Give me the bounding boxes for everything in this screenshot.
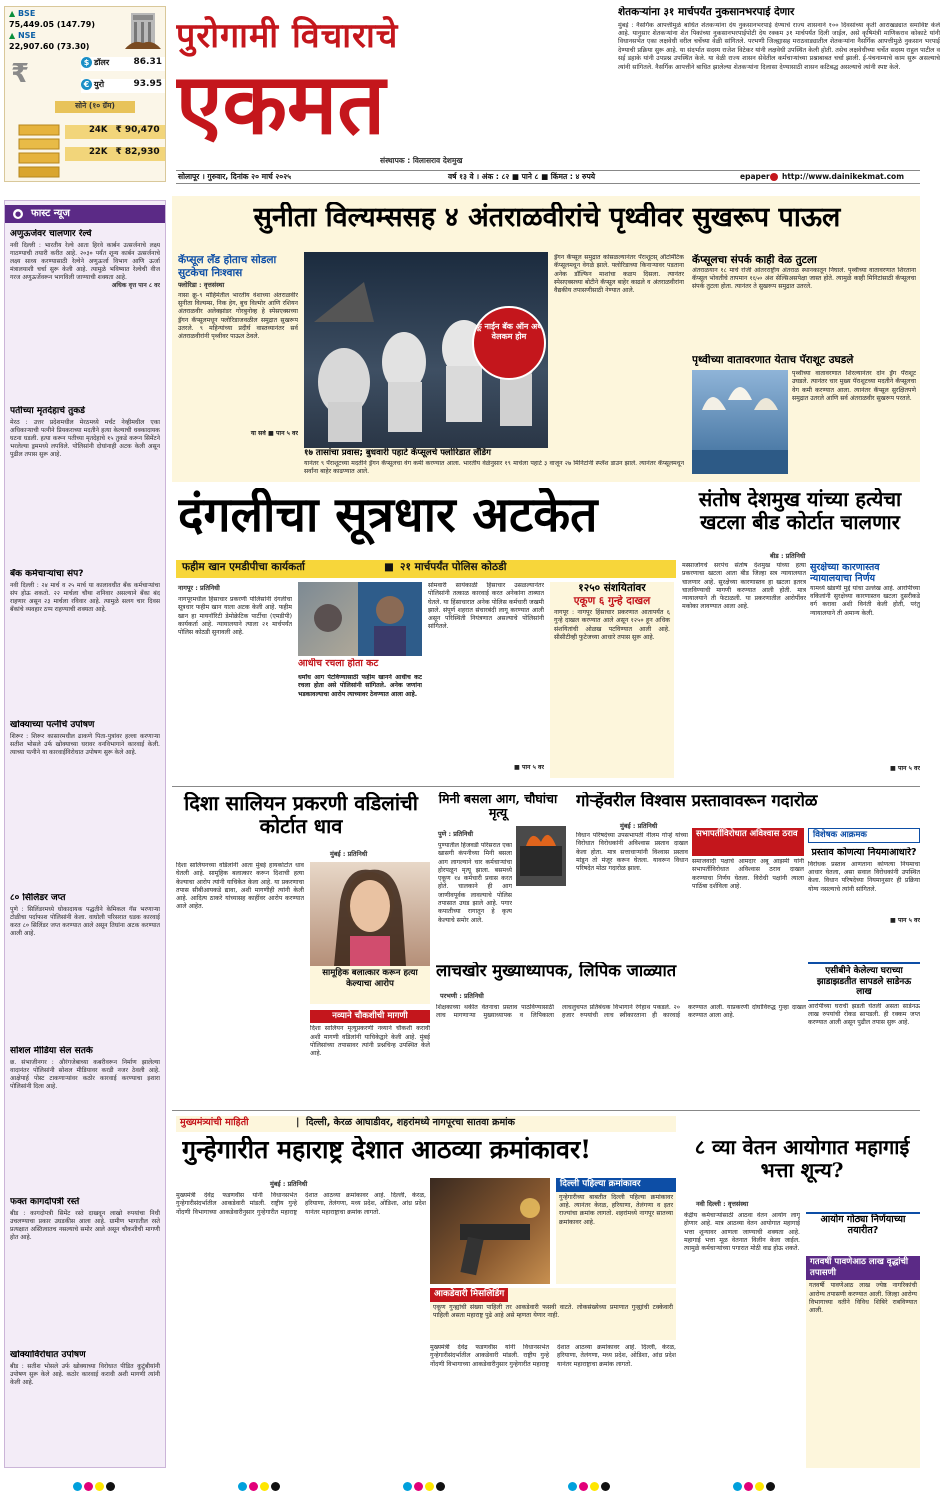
gold22-label: 22K bbox=[89, 147, 108, 157]
gorhe-headline: गोऱ्हेंवरील विश्वास प्रस्तावावरून गदारोळ bbox=[576, 792, 818, 810]
bribe-box-headline: एसीबीने केलेल्या घराच्या झाडाझडतीत सापडले साडेनऊ लाख bbox=[808, 962, 920, 1001]
crime-text: मुख्यमंत्री देवेंद्र फडणवीस यांनी विधानसभेत गुन्हेगारीसंदर्भातील आकडेवारी मांडली. राष्ट्रीय गुन्हे नोंदणी विभागाच्या आकडेवारीनुसार गुन्हेगारीत महाराष्ट्र देशात आठव्या क्रमांकावर आहे. दिल्ली, केरळ, हरियाणा, तेलंगणा, मध्य प्रदेश, ओडिशा, आंध्र प्रदेश यानंतर महाराष्ट्राचा क्रमांक लागतो. bbox=[176, 1192, 426, 1216]
bribe-box-text: आरोपींच्या घराची झडती घेतली असता साडेनऊ लाख रुपयांची रोकड सापडली. ही रक्कम जप्त करण्यात आली असून पुढील तपास सुरू आहे. bbox=[808, 1002, 920, 1027]
registration-dot bbox=[568, 1482, 577, 1491]
riot-box-text: नागपूर : नागपूर हिंसाचार प्रकरणात आतापर्यंत ६ गुन्हे दाखल करण्यात आले असून १२५० हून अधिक संशयितांची ओळख पटविण्यात आली आहे. सीसीटीव्ही फुटेजच्या आधारे तपास सुरू आहे. bbox=[554, 609, 670, 642]
registration-dot bbox=[95, 1482, 104, 1491]
fast-news-item bbox=[10, 569, 160, 717]
lead-mid-text: ड्रॅगन कॅप्सूल समुद्रात कोसळल्यानंतर पॅराशूटस् ऑटोमॅटिक कॅप्सूलमधून वेगळे झाले. फ्लोरिडाच्या किनाऱ्यावर पडताना अनेक डॉल्फिन माशांचा कळप दिसला. त्यानंतर स्पेसएक्सच्या बोटीने कॅप्सूल बाहेर काढले व अंतराळवीरांना वैद्यकीय तपासणीसाठी नेण्यात आले. bbox=[554, 254, 684, 295]
lead-story-1-text: नासा क्रू-९ मोहिमेतील भारतीय वंशाच्या अंतराळवीर सुनीता विल्यम्स, निक हेग, बुच विल्मोर आणि रशियन अंतराळवीर अलेक्झांडर गोरबुनोव्ह हे स्पेसएक्सच्या ड्रॅगन कॅप्सूलमधून फ्लोरिडाजवळील समुद्रात सुखरूप उतरले. ९ महिन्यांच्या प्रदीर्घ वास्तव्यानंतर सर्व अंतराळवीरांनी पृथ्वीवर पाऊल ठेवले. bbox=[178, 291, 298, 341]
gorhe-box-text: समाजवादी पक्षाचे आमदार अबू आझमी यांनी सभापतींविरोधात अविश्वास ठराव दाखल करण्याचा निर्णय घेतला. विरोधी पक्षांनी त्याला पाठिंबा दर्शविला आहे. bbox=[692, 858, 804, 890]
registration-dot bbox=[238, 1482, 247, 1491]
lead-story-1-more: या सर्व ■ पान ५ वर bbox=[250, 429, 298, 437]
fast-news-item-headline: ८० सिलिंडर जप्त bbox=[10, 893, 66, 903]
nse-value: 22,907.60 (73.30) bbox=[9, 41, 90, 51]
fast-news-item-more: अधिक वृत्त पान ८ वर bbox=[111, 282, 160, 290]
disha-photo-caption: सामूहिक बलात्कार करून हत्या केल्याचा आरोप bbox=[310, 966, 430, 1004]
masthead-title: एकमत bbox=[176, 54, 386, 153]
fast-news-item bbox=[10, 1350, 160, 1450]
bill-box bbox=[808, 828, 920, 956]
divider bbox=[172, 786, 920, 787]
gorhe-box-headline: सभापतींविरोधात अविश्वास ठराव bbox=[692, 828, 804, 856]
fast-news-item-headline: फक्त कागदोपत्री रस्ते bbox=[10, 1197, 80, 1207]
santosh-text: मस्साजोगचे सरपंच संतोष देशमुख यांच्या हत्या प्रकरणाचा खटला आता बीड जिल्हा सत्र न्यायालयात चालणार आहे. सुरक्षेच्या कारणास्तव हा खटला इतरत्र चालविण्याची मागणी करण्यात आली होती. मात्र न्यायालयाने ती फेटाळली. या प्रकरणातील आरोपींवर मकोका लावण्यात आला आहे. bbox=[682, 562, 806, 611]
santosh-box-text: यामध्ये खंडणी मुद्दे यांचा उल्लेख आहे. आरोपींच्या वकिलांनी सुरक्षेच्या कारणास्तव खटला दुसरीकडे वर्ग करावा अशी विनंती केली होती, परंतु न्यायालयाने ती अमान्य केली. bbox=[810, 584, 920, 617]
disha-byline: मुंबई : प्रतिनिधी bbox=[330, 850, 368, 858]
bill-more: ■ पान ५ वर bbox=[889, 916, 920, 924]
dollar-value: 86.31 bbox=[133, 57, 162, 67]
fast-news-item-text: बीड : कागदोपत्री सिमेंट रस्ते दाखवून लाखो रुपयांचा निधी उचलण्याचा प्रकार उघडकीस आला आहे. ग्रामीण भागातील रस्ते प्रत्यक्षात अस्तित्वातच नसल्याचे समोर आले असून चौकशीची मागणी होत आहे. bbox=[10, 1209, 160, 1241]
top-right-headline: शेतकऱ्यांना ३१ मार्चपर्यंत नुकसानभरपाई देणार bbox=[618, 6, 795, 18]
elderly-box bbox=[806, 1256, 920, 1468]
fast-news-item-headline: बँक कर्मचाऱ्यांचा संप? bbox=[10, 569, 84, 579]
lead-photo-caption: १७ तासांचा प्रवास; बुधवारी पहाटे कॅप्सूलचे फ्लोरिडात लँडिंग bbox=[304, 448, 491, 458]
riot-banner bbox=[176, 560, 676, 578]
dateline-date: सोलापूर । गुरुवार, दिनांक २० मार्च २०२५ bbox=[178, 172, 291, 181]
crime-headline: गुन्हेगारीत महाराष्ट्र देशात आठव्या क्रमांकावर! bbox=[182, 1136, 592, 1164]
gold22-value: ₹ 82,930 bbox=[115, 147, 160, 157]
crime-strip-text: दिल्ली, केरळ आघाडीवर, शहरांमध्ये नागपूरचा सातवा क्रमांक bbox=[306, 1117, 515, 1128]
riot-photo-caption: आधीच रचला होता कट bbox=[298, 658, 379, 669]
fast-news-title: फास्ट न्यूज bbox=[31, 208, 70, 219]
bull-icon bbox=[123, 9, 163, 53]
crime-box-text: गुन्हेगारीच्या बाबतीत दिल्ली पहिल्या क्रमांकावर आहे. त्यानंतर केरळ, हरियाणा, तेलंगणा व इतर राज्यांचा क्रमांक लागतो. शहरांमध्ये नागपूर सातव्या क्रमांकावर आहे. bbox=[559, 1193, 673, 1226]
riot-box-title: १२५० संशयितांवर bbox=[578, 582, 646, 594]
fast-news-item-headline: सोशल मीडिया सेल सतर्क bbox=[10, 1046, 93, 1056]
fast-news-item bbox=[10, 406, 160, 566]
disha-box-headline: नव्याने चौकशीची मागणी bbox=[310, 1010, 430, 1023]
euro-value: 93.95 bbox=[133, 79, 162, 89]
lead-story-2-headline: कॅप्सूलचा संपर्क काही वेळ तुटला bbox=[692, 254, 817, 266]
welcome-home-badge bbox=[472, 306, 546, 380]
registration-dot bbox=[260, 1482, 269, 1491]
bribe-box bbox=[808, 962, 920, 1106]
gorhe-byline: मुंबई : प्रतिनिधी bbox=[620, 822, 658, 830]
gold24-value: ₹ 90,470 bbox=[115, 125, 160, 135]
registration-dot bbox=[403, 1482, 412, 1491]
crime-strip-bar: | bbox=[296, 1117, 300, 1128]
santosh-box-more: ■ पान ५ वर bbox=[889, 764, 920, 772]
pay-text: केंद्रीय कर्मचाऱ्यांसाठी आठवा वेतन आयोग लागू होणार आहे. मात्र आठव्या वेतन आयोगात महागाई भत्ता शून्यावर आणला जाण्याची शक्यता आहे. महागाई भत्ता मूळ वेतनात विलीन केला जाईल. त्यामुळे कर्मचाऱ्यांच्या पगारात मोठी वाढ होऊ शकते. bbox=[684, 1212, 800, 1253]
fast-news-icon: ● bbox=[14, 210, 22, 218]
riot-text-1: नागपूरमधील हिंसाचार प्रकरणी पोलिसांनी दंगलीचा सूत्रधार फहीम खान याला अटक केली आहे. फहीम खान हा मायनॉरिटी डेमोक्रेटिक पार्टीचा (एमडीपी) कार्यकर्ता आहे. न्यायालयाने त्याला २१ मार्चपर्यंत पोलिस कोठडी सुनावली आहे. bbox=[178, 596, 292, 637]
top-right-text: मुंबई : नैसर्गिक आपत्तीमुळे बाधित शेतकऱ्यांना देय नुकसानभरपाई देण्याचे राज्य शासनाने १०० दिवसांच्या कृती आराखड्यात समाविष्ट केले आहे. यानुसार शेतकऱ्यांना शेत पिकांच्या नुकसानभरपाईपोटी देय रक्कम ३१ मार्चपर्यंत दिली जाईल, असे कृषिमंत्री माणिकराव कोकाटे यांनी विधानसभेत एका लक्षवेधी वरील चर्चेच्या वेळी सांगितले. परभणी जिल्ह्यासह मराठवाड्यातील शेतकऱ्यांना नैसर्गिक आपत्तीमुळे नुकसान भरपाई देण्याची प्रक्रिया सुरू आहे. या संदर्भात सदस्य राजेश विटेकर यांनी लक्षवेधी उपस्थित केली होती. तसेच लक्षवेधीच्या चर्चेत सदस्य राहुल पाटील व सई डहाके यांनी उपप्रश्न उपस्थित केले. या वेळी राज्य शासन सेवेतील कर्मचाऱ्यांच्या प्रश्नाबाबत चर्चा झाली. ई-पंचनाम्याचे काम सुरू असल्याचे त्यांनी सांगितले. नैसर्गिक आपत्तीने बाधित झालेल्या शेतकऱ्यांना दिलासा देण्यासाठी शासन कटिबद्ध असल्याचे त्यांनी स्पष्ट केले. bbox=[618, 21, 940, 71]
fast-news-item-headline: पतीच्या मृतदेहाचे तुकडे bbox=[10, 406, 85, 416]
riot-box bbox=[550, 582, 674, 778]
gold24-label: 24K bbox=[89, 125, 108, 135]
disha-photo bbox=[310, 862, 430, 966]
welcome-home-badge-text: क्रू नाईन बॅक ऑन अर्थ वेलकम होम bbox=[475, 322, 543, 341]
registration-dot bbox=[744, 1482, 753, 1491]
riot-headline: दंगलीचा सूत्रधार अटकेत bbox=[178, 488, 598, 543]
top-right-story bbox=[618, 6, 940, 166]
elderly-box-headline: गतवर्षी पावणेआठ लाख वृद्धांची तपासणी bbox=[806, 1256, 920, 1280]
lead-caption-text: यानंतर ९ पॅराशूटच्या मदतीने ड्रॅगन कॅप्सूलचा वेग कमी करण्यात आला. भारतीय वेळेनुसार १९ मार्चला पहाटे ३ वाजून २७ मिनिटांनी स्प्लॅश डाउन झाले. त्यानंतर कॅप्सूलमधून सर्वांना बाहेर काढण्यात आले. bbox=[304, 460, 684, 476]
fast-news-item bbox=[10, 1046, 160, 1194]
fire-text: पुण्यातील हिंजवडी परिसरात एका खासगी कंपनीच्या मिनी बसला आग लागल्याने चार कर्मचाऱ्यांचा होरपळून मृत्यू झाला. बसमध्ये एकूण १४ कर्मचारी प्रवास करत होते. चालकाने ही आग जाणीवपूर्वक लावल्याचे पोलिस तपासात उघड झाले आहे. पगार कपातीच्या रागातून हे कृत्य केल्याचे समोर आले. bbox=[438, 842, 512, 924]
lead-story-1-headline: कॅप्सूल लँड होताच सोडला सुटकेचा निःश्वास bbox=[178, 254, 277, 279]
fast-news-item-text: नवी दिल्ली : २४ मार्च व २५ मार्च या कालावधीत बँक कर्मचाऱ्यांचा संप होऊ शकतो. २२ मार्चला चौथा शनिवार असल्याने बँका बंद राहणार असून २३ मार्चला रविवार आहे. त्यामुळे सलग चार दिवस बँकांचे व्यवहार ठप्प राहण्याची शक्यता आहे. bbox=[10, 581, 160, 613]
registration-dot bbox=[249, 1482, 258, 1491]
website-link[interactable]: http://www.dainikekmat.com bbox=[782, 172, 905, 181]
epaper-label[interactable]: epaper bbox=[740, 172, 770, 181]
gorhe-box bbox=[692, 828, 804, 952]
dateline-bar bbox=[176, 170, 920, 184]
riot-more: ■ पान ५ वर bbox=[513, 764, 544, 771]
registration-dot bbox=[601, 1482, 610, 1491]
registration-dot bbox=[425, 1482, 434, 1491]
fast-news-sidebar bbox=[4, 200, 166, 1468]
globe-icon bbox=[770, 173, 778, 181]
disha-box bbox=[310, 1010, 430, 1106]
crime-box-headline: दिल्ली पहिल्या क्रमांकावर bbox=[556, 1178, 676, 1192]
misleading-text: एकूण गुन्ह्यांची संख्या पाहिली तर आकडेवारी फसवी वाटते. लोकसंख्येच्या प्रमाणात गुन्ह्यांची टक्केवारी पाहिली असता महाराष्ट्र पुढे आहे असे म्हणता येणार नाही. bbox=[433, 1303, 673, 1319]
lead-story-2-text: अंतराळयान १८ मार्च रोजी आंतरराष्ट्रीय अंतराळ स्थानकातून निघाले. पृथ्वीच्या वातावरणात शिरताना कॅप्सूल भोवतीचे तापमान १६५० अंश सेल्सिअसपेक्षा जास्त होते. त्यामुळे काही मिनिटांसाठी कॅप्सूलचा संपर्क तुटला होता. त्यानंतर ते सुखरूप समुद्रात उतरले. bbox=[692, 266, 916, 291]
lead-headline: सुनीता विल्यम्ससह ४ अंतराळवीरांचे पृथ्वीवर सुखरूप पाऊल bbox=[253, 202, 841, 233]
lead-story-3-text: पृथ्वीच्या वातावरणात शिरल्यानंतर दोन ड्रॅग पॅराशूट उघडले. त्यानंतर चार मुख्य पॅराशूटच्या मदतीने कॅप्सूलचा वेग कमी करण्यात आला. त्यानंतर कॅप्सूल सुरक्षितपणे समुद्रात उतरले आणि सर्व अंतराळवीर सुखरूप परतले. bbox=[792, 370, 916, 402]
gold22-row bbox=[65, 147, 165, 161]
gold-label: सोने (१० ग्रॅम) bbox=[55, 101, 135, 113]
pay-headline: ८ व्या वेतन आयोगात महागाई भत्ता शून्य? bbox=[694, 1136, 910, 1182]
bse-label: BSE bbox=[17, 9, 36, 18]
registration-dot bbox=[106, 1482, 115, 1491]
fast-news-header bbox=[5, 205, 165, 223]
lead-story-3 bbox=[692, 354, 916, 480]
registration-dot bbox=[755, 1482, 764, 1491]
fast-news-item-headline: खोक्याच्या पत्नीचे उपोषण bbox=[10, 720, 95, 730]
fire-byline: पुणे : प्रतिनिधी bbox=[438, 830, 473, 838]
bill-text: विरोधक प्रस्ताव आणताना कोणत्या नियमाचा आधार घेतला, असा सवाल विरोधकांनी उपस्थित केला. विधान परिषदेच्या नियमानुसार ही प्रक्रिया योग्य नसल्याचे त्यांनी सांगितले. bbox=[808, 860, 920, 893]
gun-photo bbox=[430, 1178, 550, 1284]
registration-dot bbox=[579, 1482, 588, 1491]
registration-dot bbox=[84, 1482, 93, 1491]
misleading-headline: आकडेवारी मिसलिडिंग bbox=[430, 1288, 508, 1302]
registration-dot bbox=[766, 1482, 775, 1491]
divider bbox=[172, 1110, 920, 1111]
bill-box-headline: विशेषक आक्रमक bbox=[808, 828, 920, 843]
fast-news-item bbox=[10, 720, 160, 890]
registration-dot bbox=[733, 1482, 742, 1491]
euro-row bbox=[81, 79, 165, 93]
euro-icon: € bbox=[81, 79, 92, 90]
santosh-headline: संतोष देशमुख यांच्या हत्येचा खटला बीड कोर्टात चालणार bbox=[698, 488, 902, 534]
registration-dot bbox=[414, 1482, 423, 1491]
elderly-box-text: गतवर्षी पावणेआठ लाख ज्येष्ठ नागरिकांची आरोग्य तपासणी करण्यात आली. जिल्हा आरोग्य विभागाच्या वतीने विविध शिबिरे राबविण्यात आली. bbox=[809, 1282, 917, 1315]
fast-news-item-text: मेरठ : उत्तर प्रदेशमधील मेरठमध्ये मर्चंट नेव्हीमधील एका अधिकाऱ्याची पत्नीने प्रियकराच्या मदतीने हत्या केल्याची धक्कादायक घटना घडली. हत्या करून पतीच्या मृतदेहाचे १५ तुकडे करून सिमेंटने भरलेल्या ड्रममध्ये लपविले. पोलिसांनी दोघांनाही अटक केली असून पुढील तपास सुरू आहे. bbox=[10, 418, 160, 458]
parachute-photo bbox=[692, 370, 788, 474]
crime-strip-red: मुख्यमंत्र्यांची माहिती bbox=[180, 1117, 249, 1128]
bribe-text: शिक्षकाच्या थकीत वेतनाचा प्रस्ताव पाठविण्यासाठी लाच मागणाऱ्या मुख्याध्यापक व लिपिकाला लाचलुचपत प्रतिबंधक विभागाने रंगेहाथ पकडले. २० हजार रुपयांची लाच स्वीकारताना ही कारवाई करण्यात आली. याप्रकरणी दोघांविरुद्ध गुन्हा दाखल करण्यात आला आहे. bbox=[436, 1004, 806, 1020]
crime-strip bbox=[176, 1116, 676, 1132]
market-box bbox=[4, 6, 166, 182]
pay-box bbox=[806, 1212, 920, 1252]
fire-headline: मिनी बसला आग, चौघांचा मृत्यू bbox=[438, 792, 558, 821]
registration-dot bbox=[436, 1482, 445, 1491]
gold-bars-icon bbox=[15, 119, 63, 179]
founder-line: संस्थापक : विलासराव देशमुख bbox=[380, 156, 463, 165]
lead-section bbox=[172, 196, 920, 482]
fahim-khan-photo bbox=[298, 582, 422, 656]
gold24-row bbox=[65, 125, 165, 139]
fast-news-item bbox=[10, 893, 160, 1043]
fast-news-item-text: बीड : सतीश भोसले उर्फ खोक्याच्या विरोधात पीडित कुटुंबीयांनी उपोषण सुरू केले आहे. कठोर कारवाई करावी अशी मागणी त्यांनी केली आहे. bbox=[10, 1362, 160, 1386]
fast-news-item-text: पुणे : सिलिंडरमध्ये घोकादायक पद्धतीने केमिकल गॅस भरणाऱ्या टोळीचा पर्दाफाश पोलिसांनी केला. वाघोली परिसरात धडक कारवाई करत ८० सिलिंडर जप्त करण्यात आले असून तिघांना अटक करण्यात आली आहे. bbox=[10, 905, 160, 937]
bill-sub-headline: प्रस्ताव कोणत्या नियमाआधारे? bbox=[811, 847, 917, 859]
santosh-byline: बीड : प्रतिनिधी bbox=[770, 552, 806, 560]
fast-news-item-headline: खोक्याविरोधात उपोषण bbox=[10, 1350, 86, 1360]
registration-dot bbox=[73, 1482, 82, 1491]
crime-text-continued: मुख्यमंत्री देवेंद्र फडणवीस यांनी विधानसभेत गुन्हेगारीसंदर्भातील आकडेवारी मांडली. राष्ट्रीय गुन्हे नोंदणी विभागाच्या आकडेवारीनुसार गुन्हेगारीत महाराष्ट्र देशात आठव्या क्रमांकावर आहे. दिल्ली, केरळ, हरियाणा, तेलंगणा, मध्य प्रदेश, ओडिशा, आंध्र प्रदेश यानंतर महाराष्ट्राचा क्रमांक लागतो. bbox=[430, 1344, 676, 1368]
riot-box-subtitle: एकूण ६ गुन्हे दाखल bbox=[573, 594, 651, 607]
fast-news-item-headline: अणुऊर्जेवर चालणार रेल्वे bbox=[10, 229, 92, 239]
fast-news-item bbox=[10, 1197, 160, 1347]
bribe-byline: परभणी : प्रतिनिधी bbox=[440, 992, 484, 1000]
lead-story-1 bbox=[178, 254, 298, 478]
santosh-box bbox=[810, 562, 920, 780]
misleading-box bbox=[430, 1288, 676, 1340]
fast-news-item bbox=[10, 229, 160, 403]
dollar-icon: $ bbox=[81, 57, 92, 68]
riot-story bbox=[176, 582, 676, 782]
registration-marks bbox=[72, 1482, 872, 1496]
gorhe-text: विधान परिषदेच्या उपसभापती नीलम गोऱ्हे यांच्या विरोधात विरोधकांनी अविश्वास प्रस्ताव दाखल केला होता. मात्र सत्ताधाऱ्यांनी विश्वास प्रस्ताव मांडून तो मंजूर करून घेतला. यावरून विधान परिषदेत मोठा गदारोळ झाला. bbox=[576, 832, 688, 873]
nse-row bbox=[9, 31, 119, 51]
santosh-box-headline: सुरक्षेच्या कारणास्तव न्यायालयाचा निर्णय bbox=[810, 562, 880, 585]
riot-text-2: सोमवारी सायंकाळी हिंसाचार उसळल्यानंतर पोलिसांनी तत्काळ कारवाई करत अनेकांना ताब्यात घेतले. या हिंसाचारात अनेक पोलिस कर्मचारी जखमी झाले. संपूर्ण शहरात संचारबंदी लागू करण्यात आली असून परिस्थिती नियंत्रणात असल्याचे पोलिसांनी सांगितले. bbox=[428, 582, 544, 631]
fast-news-item-text: छ. संभाजीनगर : औरंगजेबाच्या कबरीवरून निर्माण झालेल्या वादानंतर पोलिसांनी सोशल मीडियावर करडी नजर ठेवली आहे. आक्षेपार्ह पोस्ट टाकणाऱ्यांवर कठोर कारवाई करण्याचा इशारा पोलिसांनी दिला आहे. bbox=[10, 1058, 160, 1090]
rupee-icon: ₹ bbox=[11, 59, 30, 87]
fire-photo bbox=[516, 826, 566, 886]
dollar-label: डॉलर bbox=[94, 58, 110, 67]
crime-box bbox=[556, 1178, 676, 1284]
lead-story-3-headline: पृथ्वीच्या वातावरणात येताच पॅराशूट उघडले bbox=[692, 354, 854, 366]
up-arrow-icon: ▲ bbox=[9, 9, 16, 18]
bribe-headline: लाचखोर मुख्याध्यापक, लिपिक जाळ्यात bbox=[436, 962, 677, 980]
pay-box-headline: आयोग गोठ्या निर्णयाच्या तयारीत? bbox=[820, 1214, 906, 1237]
bse-value: 75,449.05 (147.79) bbox=[9, 19, 96, 29]
lead-story-1-byline: फ्लोरिडा : वृत्तसंस्था bbox=[178, 281, 225, 290]
disha-headline: दिशा सालियन प्रकरणी वडिलांची कोर्टात धाव bbox=[184, 792, 418, 838]
registration-dot bbox=[590, 1482, 599, 1491]
nse-label: NSE bbox=[17, 31, 36, 40]
fast-news-item-text: नवी दिल्ली : भारतीय रेल्वे आता हिरवे कार्बन उत्सर्जनाचे लक्ष्य गाठण्याची तयारी करीत आहे. २०३० पर्यंत शून्य कार्बन उत्सर्जनाचे लक्ष्य साध्य करण्यासाठी रेल्वेने अणुऊर्जा विभाग आणि ऊर्जा मंत्रालयाशी चर्चा सुरू केली आहे. त्यामुळे भविष्यात रेल्वेची वीज गरज अणुऊर्जेवरून भागविली जाण्याची शक्यता आहे. bbox=[10, 241, 160, 281]
riot-byline: नागपूर : प्रतिनिधी bbox=[178, 584, 220, 592]
crime-byline: मुंबई : प्रतिनिधी bbox=[270, 1180, 308, 1188]
euro-label: युरो bbox=[94, 80, 105, 89]
riot-banner-separator: ■ bbox=[384, 561, 394, 573]
dollar-row bbox=[81, 57, 165, 71]
disha-text: दिशा सालियनच्या वडिलांनी आता मुंबई हायकोर्टात धाव घेतली आहे. सामूहिक बलात्कार करून दिशाची हत्या केल्याचा आरोप त्यांनी याचिकेत केला आहे. या प्रकरणाचा तपास सीबीआयकडे द्यावा, अशी मागणीही त्यांनी केली आहे. आदित्य ठाकरे यांच्यासह काहींवर आरोप करण्यात आले आहेत. bbox=[176, 862, 304, 911]
lead-story-2 bbox=[692, 254, 916, 352]
riot-banner-left: फहीम खान एमडीपीचा कार्यकर्ता bbox=[182, 561, 305, 573]
pay-byline: नवी दिल्ली : वृत्तसंस्था bbox=[696, 1200, 749, 1208]
riot-bullet: धर्मांध आग पेटविण्यासाठी फहीम खानने आधीच कट रचला होता असे पोलिसांनी सांगितले. अनेक जणांना भडकावल्याचा आरोप त्याच्यावर ठेवण्यात आला आहे. bbox=[298, 674, 422, 698]
masthead-tagline: पुरोगामी विचाराचे bbox=[176, 16, 399, 56]
bse-row bbox=[9, 9, 119, 29]
up-arrow-icon: ▲ bbox=[9, 31, 16, 40]
dateline-meta: वर्ष १३ वे । अंक : ८२ ■ पाने ८ ■ किंमत : ४ रुपये bbox=[448, 172, 596, 181]
fast-news-item-text: शिरूर : शिरूर कासारमधील ढाकणे पिता-पुत्रांवर हल्ला करणाऱ्या सतीश भोसले उर्फ खोक्याच्या घरावर वनविभागाने कारवाई केली. त्याच्या पत्नीने या कारवाईविरोधात उपोषण सुरू केले आहे. bbox=[10, 732, 160, 756]
riot-banner-right: २१ मार्चपर्यंत पोलिस कोठडी bbox=[400, 561, 507, 573]
disha-box-text: दिशा सालियन मृत्यूप्रकरणी नव्याने चौकशी करावी अशी मागणी वडिलांनी याचिकेद्वारे केली आहे. मुंबई पोलिसांच्या तपासावर त्यांनी प्रश्नचिन्ह उपस्थित केले आहे. bbox=[310, 1025, 430, 1058]
registration-dot bbox=[271, 1482, 280, 1491]
